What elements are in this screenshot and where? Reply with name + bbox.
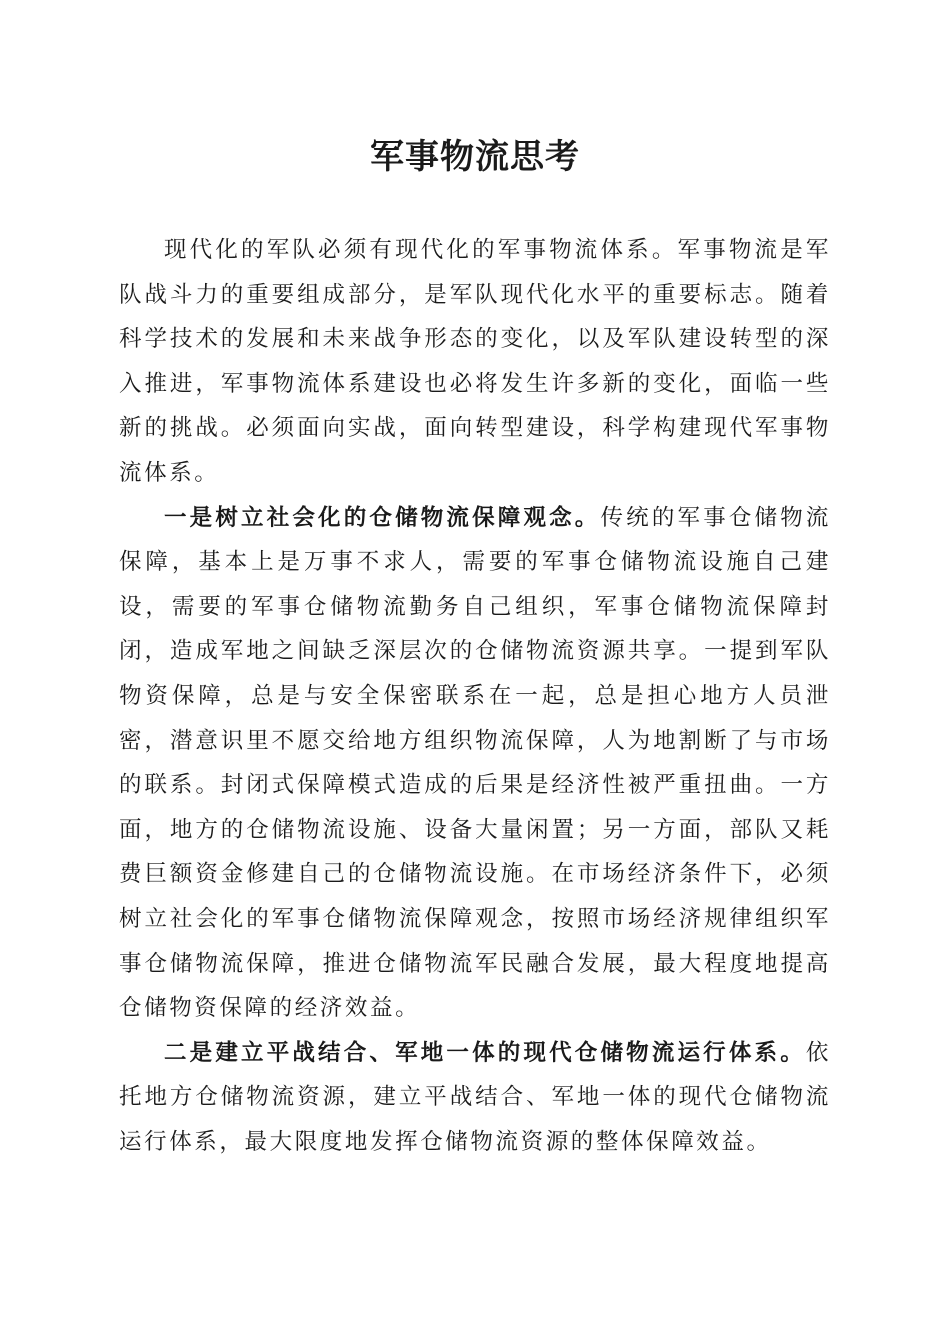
paragraph-text: 传统的军事仓储物流保障，基本上是万事不求人，需要的军事仓储物流设施自己建设，需要的军事仓储物流勤务自己组织，军事仓储物流保障封闭，造成军地之间缺乏深层次的仓储物流资源共享。一提到军队物资保障，总是与安全保密联系在一起，总是担心地方人员泄密，潜意识里不愿交给地方组织物流保障，人为地割断了与市场的联系。封闭式保障模式造成的后果是经济性被严重扭曲。一方面，地方的仓储物流设施、设备大量闲置；另一方面，部队又耗费巨额资金修建自己的仓储物流设施。在市场经济条件下，必须树立社会化的军事仓储物流保障观念，按照市场经济规律组织军事仓储物流保障，推进仓储物流军民融合发展，最大程度地提高仓储物资保障的经济效益。 bbox=[119, 504, 832, 1022]
paragraph-heading: 一是树立社会化的仓储物流保障观念。 bbox=[164, 504, 601, 531]
document-body bbox=[119, 228, 831, 1164]
paragraph-point-two bbox=[119, 1031, 831, 1165]
paragraph-text: 依托地方仓储物流资源，建立平战结合、军地一体的现代仓储物流运行体系，最大限度地发挥仓储物流资源的整体保障效益。 bbox=[119, 1039, 831, 1155]
paragraph-heading: 二是建立平战结合、军地一体的现代仓储物流运行体系。 bbox=[164, 1039, 806, 1066]
paragraph-text: 现代化的军队必须有现代化的军事物流体系。军事物流是军队战斗力的重要组成部分，是军队现代化水平的重要标志。随着科学技术的发展和未来战争形态的变化，以及军队建设转型的深入推进，军事物流体系建设也必将发生许多新的变化，面临一些新的挑战。必须面向实战，面向转型建设，科学构建现代军事物流体系。 bbox=[119, 237, 831, 486]
paragraph-point-one bbox=[119, 496, 831, 1031]
document-title: 军事物流思考 bbox=[370, 137, 580, 177]
paragraph-intro bbox=[119, 228, 831, 496]
